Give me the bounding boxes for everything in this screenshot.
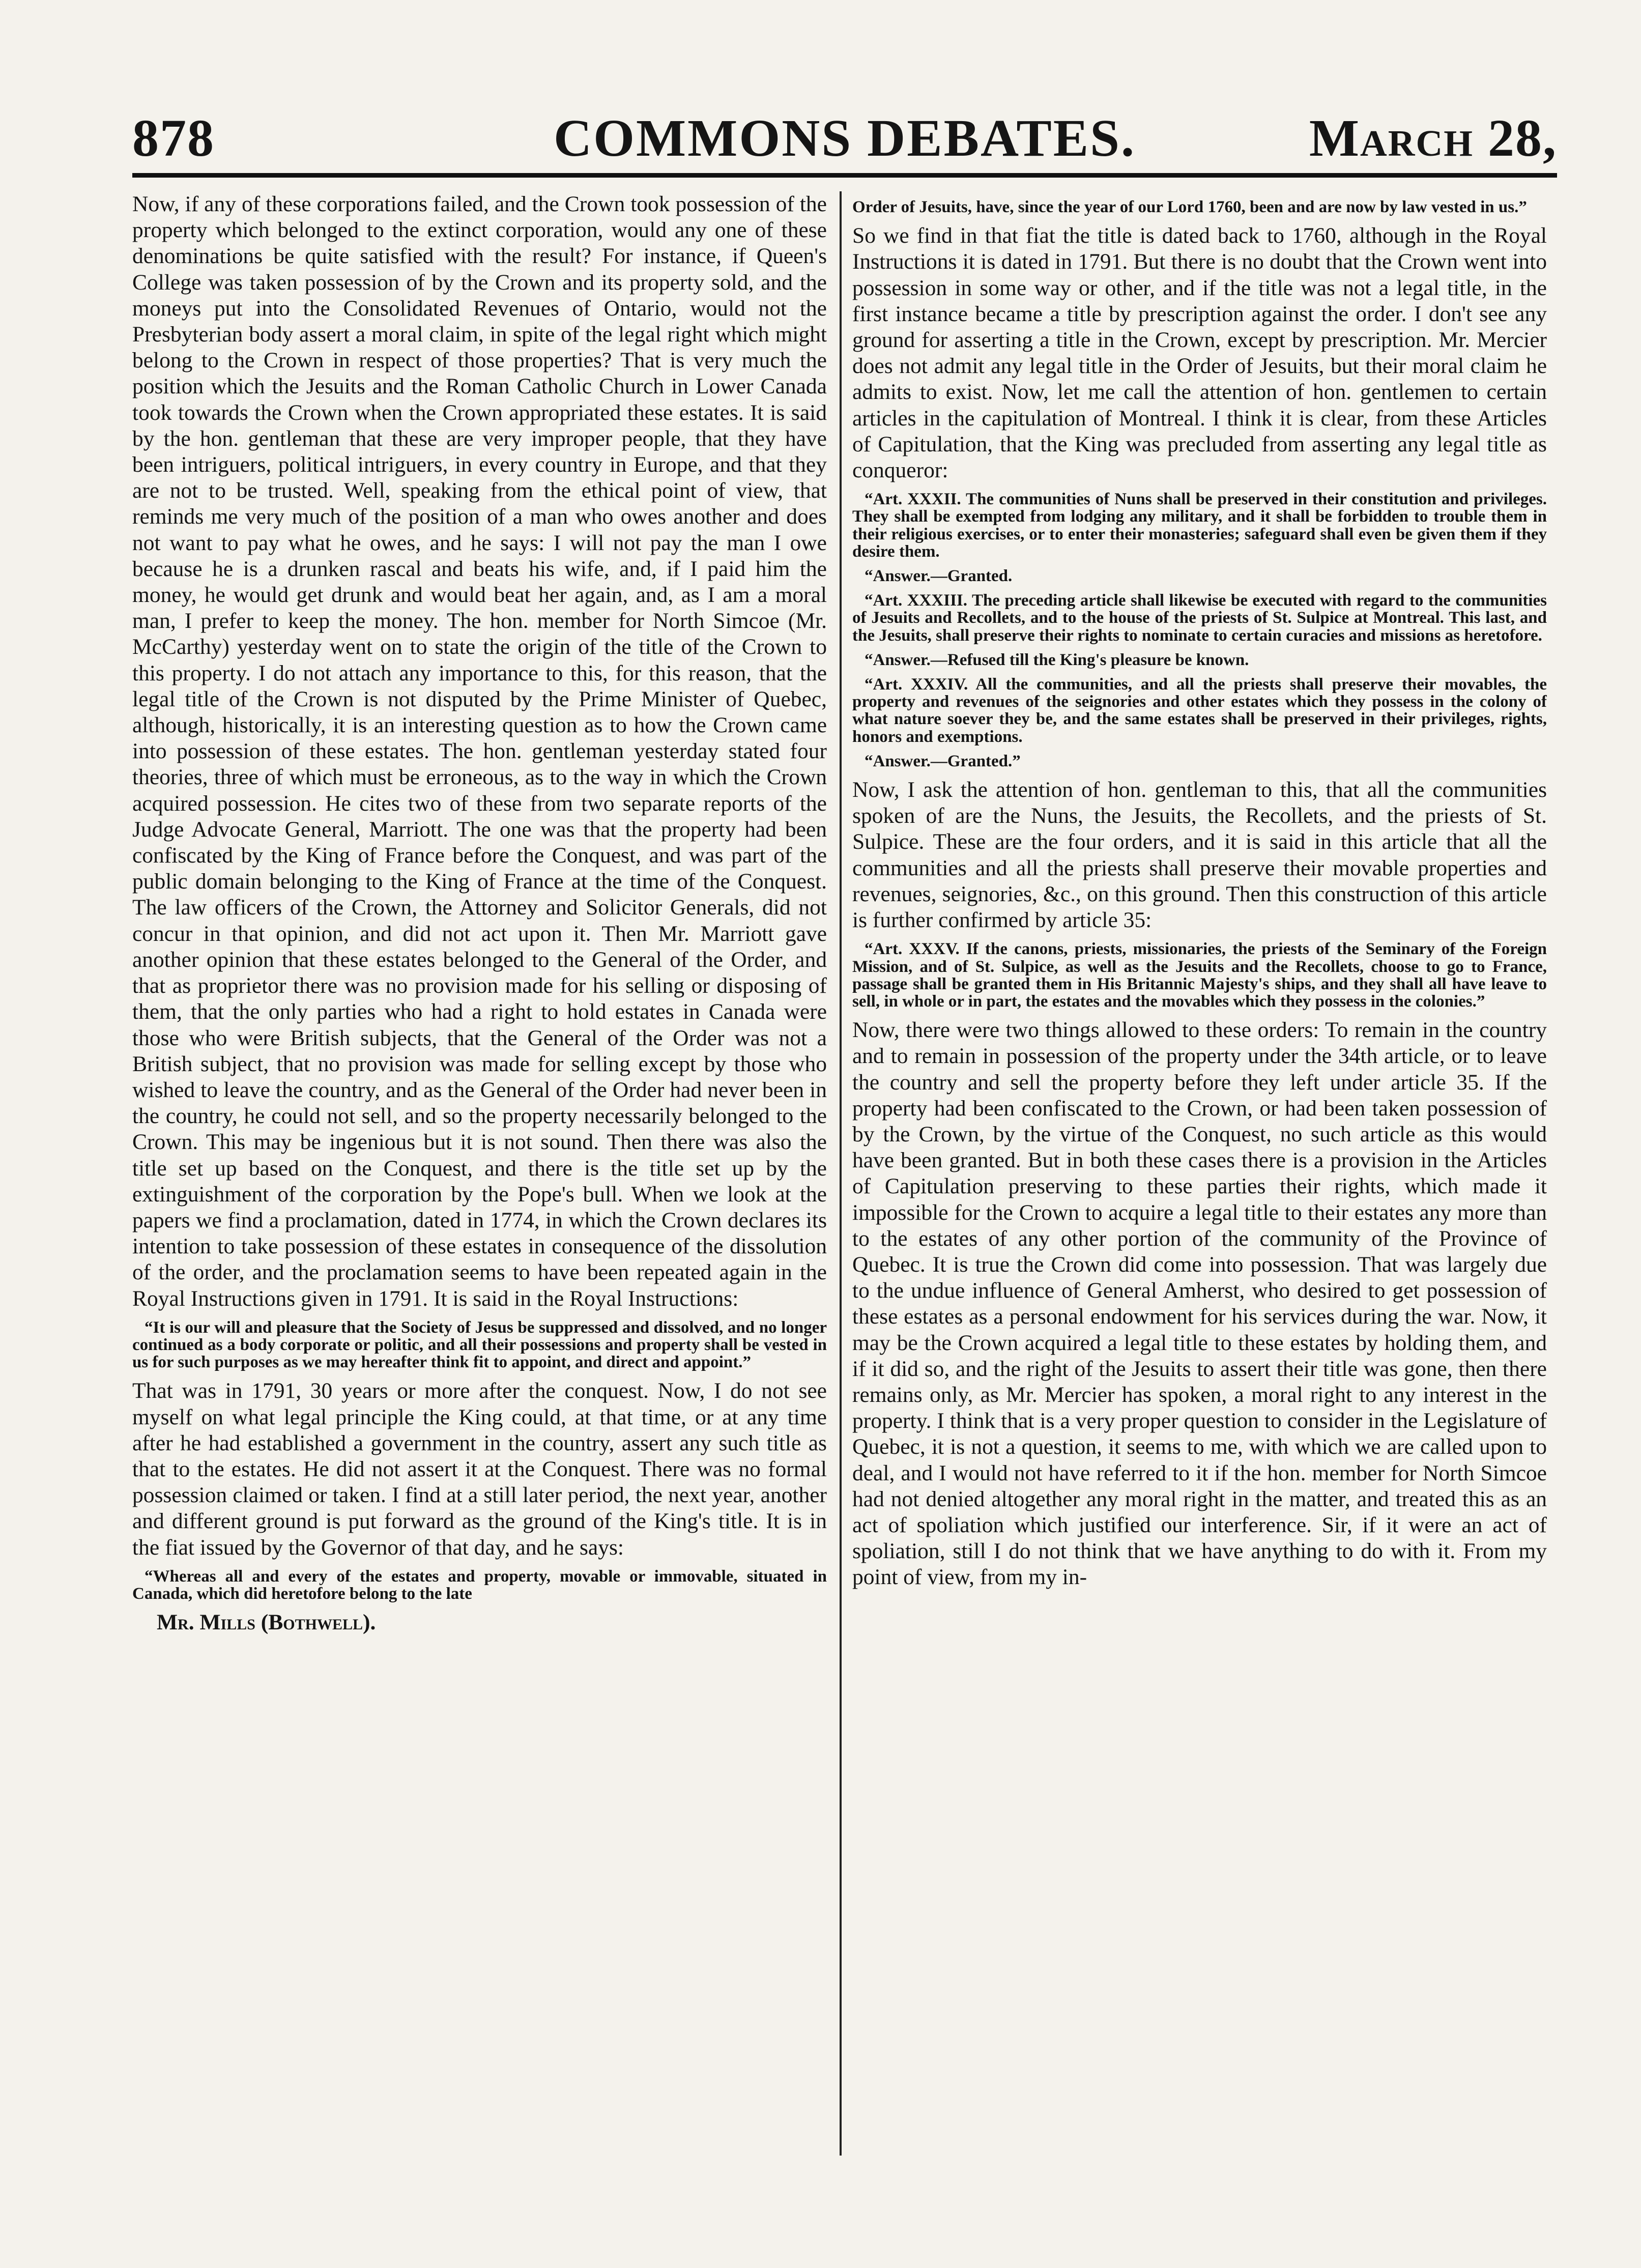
- quotation-article-xxxiv: “Art. XXXIV. All the communities, and all the priests shall preserve their movables, the property and revenues of the seignories and other estates which they possess in the colony of what nature soever they be, and the same estates shall be preserved in their privileges, rights, honors and exemptions.: [852, 675, 1547, 746]
- quotation-article-xxxv: “Art. XXXV. If the canons, priests, missionaries, the priests of the Seminary of the Foreign Mission, and of St. Sulpice, as well as the Jesuits and the Recollets, choose to go to France, passage shall be granted them in His Britannic Majesty's ships, and they shall all have leave to sell, in whole or in part, the estates and the movables which they possess in the colonies.”: [852, 940, 1547, 1011]
- paragraph: Now, there were two things allowed to these orders: To remain in the country and to remain in possession of the property under the 34th article, or to leave the country and sell the property before they left under article 35. If the property had been confiscated to the Crown, or had been taken possession of by the Crown, by the virtue of the Conquest, no such article as this would have been granted. But in both these cases there is a provision in the Articles of Capitulation preserving to these parties their rights, which made it impossible for the Crown to acquire a legal title to their estates any more than to the estates of any other portion of the community of the Province of Quebec. It is true the Crown did come into possession. That was largely due to the undue influence of General Amherst, who desired to get possession of these estates as a personal endowment for his services during the war. Now, it may be the Crown acquired a legal title to these estates by holding them, and if it did so, and the right of the Jesuits to assert their title was gone, then there remains only, as Mr. Mercier has spoken, a moral right to any interest in the property. I think that is a very proper question to consider in the Legislature of Quebec, it is not a question, it seems to me, with which we are called upon to deal, and I would not have referred to it if the hon. member for North Simcoe had not denied altogether any moral right in the matter, and treated this as an act of spoliation which justified our interference. Sir, if it were an act of spoliation, still I do not think that we have anything to do with it. From my point of view, from my in-: [852, 1018, 1547, 1590]
- page-number: 878: [132, 109, 215, 167]
- quotation-article-xxxiii: “Art. XXXIII. The preceding article shall likewise be executed with regard to the communities of Jesuits and Recollets, and to the house of the priests of St. Sulpice at Montreal. This last, and the Jesuits, shall preserve their rights to nominate to certain curacies and missions as heretofore.: [852, 591, 1547, 645]
- running-title: COMMONS DEBATES.: [554, 109, 1136, 167]
- quotation: Order of Jesuits, have, since the year of our Lord 1760, been and are now by law vested in us.”: [852, 198, 1527, 216]
- quotation-article-xxxii: “Art. XXXII. The communities of Nuns shall be preserved in their constitution and privileges. They shall be exempted from lodging any military, and it shall be forbidden to trouble them in their religious exercises, or to enter their monasteries; safeguard shall even be given them if they desire them.: [852, 490, 1547, 561]
- quotation: “It is our will and pleasure that the Society of Jesus be suppressed and dissolved, and no longer continued as a body corporate or politic, and all their possessions and property shall be vested in us for such purposes as we may hereafter think fit to appoint, and direct and appoint.”: [132, 1318, 827, 1372]
- speaker-footer: Mr. Mills (Bothwell).: [157, 1610, 376, 1635]
- paragraph: That was in 1791, 30 years or more after the conquest. Now, I do not see myself on what legal principle the King could, at that time, or at any time after he had established a government in the country, assert any such title as that to the estates. He did not assert it at the Conquest. There was no formal possession claimed or taken. I find at a still later period, the next year, another and different ground is put forward as the ground of the King's title. It is in the fiat issued by the Governor of that day, and he says:: [132, 1379, 827, 1560]
- paragraph: Now, I ask the attention of hon. gentleman to this, that all the communities spoken of are the Nuns, the Jesuits, the Recollets, and the priests of St. Sulpice. These are the four orders, and it is said in this article that all the communities and all the priests shall preserve their movable properties and revenues, seignories, &c., on this ground. Then this construction of this article is further confirmed by article 35:: [852, 778, 1547, 933]
- paragraph: So we find in that fiat the title is dated back to 1760, although in the Royal Instructions it is dated in 1791. But there is no doubt that the Crown went into possession in some way or other, and if the title was not a legal title, in the first instance became a title by prescription against the order. I don't see any ground for asserting a title in the Crown, except by prescription. Mr. Mercier does not admit any legal title in the Order of Jesuits, but their moral claim he admits to exist. Now, let me call the attention of hon. gentlemen to certain articles in the capitulation of Montreal. I think it is clear, from these Articles of Capitulation, that the King was precluded from asserting any legal title as conqueror:: [852, 223, 1547, 483]
- header-rule: [132, 173, 1557, 178]
- quotation: “Whereas all and every of the estates and property, movable or immovable, situated in Canada, which did heretofore belong to the late: [132, 1567, 827, 1603]
- header-date: March 28,: [1309, 109, 1557, 167]
- page: [132, 102, 1557, 2229]
- paragraph: Now, if any of these corporations failed, and the Crown took possession of the property which belonged to the extinct corporation, would any one of these denominations be quite satisfied with the result? For instance, if Queen's College was taken possession of by the Crown and its property sold, and the moneys put into the Consolidated Revenues of Ontario, would not the Presbyterian body assert a moral claim, in spite of the legal right which might belong to the Crown in respect of those properties? That is very much the position which the Jesuits and the Roman Catholic Church in Lower Canada took towards the Crown when the Crown appropriated these estates. It is said by the hon. gentleman that these are very improper people, that they have been intriguers, political intriguers, in every country in Europe, and that they are not to be trusted. Well, speaking from the ethical point of view, that reminds me very much of the position of a man who owes another and does not want to pay what he owes, and he says: I will not pay the man I owe because he is a drunken rascal and beats his wife, and, if I paid him the money, he would get drunk and would beat her again, and, as I am a moral man, I prefer to keep the money. The hon. member for North Simcoe (Mr. McCarthy) yesterday went on to state the origin of the title of the Crown to this property. I do not attach any importance to this, for this reason, that the legal title of the Crown is not disputed by the Prime Minister of Quebec, although, historically, it is an interesting question as to how the Crown came into possession of these estates. The hon. gentleman yesterday stated four theories, three of which must be erroneous, as to the way in which the Crown acquired possession. He cites two of these from two separate reports of the Judge Advocate General, Marriott. The one was that the property had been confiscated by the King of France before the Conquest, and was part of the public domain belonging to the King of France at the time of the Conquest. The law officers of the Crown, the Attorney and Solicitor Generals, did not concur in that opinion, and did not act upon it. Then Mr. Marriott gave another opinion that these estates belonged to the General of the Order, and that as proprietor there was no provision made for his selling or disposing of them, that the only parties who had a right to hold estates in Canada were those who were British subjects, that the General of the Order was not a British subject, that no provision was made for selling except by those who wished to leave the country, and as the General of the Order had never been in the country, he could not sell, and so the property necessarily belonged to the Crown. This may be ingenious but it is not sound. Then there was also the title set up based on the Conquest, and there is the title set up by the extinguishment of the corporation by the Pope's bull. When we look at the papers we find a proclamation, dated in 1774, in which the Crown declares its intention to take possession of these estates in consequence of the dissolution of the order, and the proclamation seems to have been repeated again in the Royal Instructions given in 1791. It is said in the Royal Instructions:: [132, 192, 827, 1311]
- column-divider: [840, 191, 842, 2156]
- quotation-answer: “Answer.—Refused till the King's pleasure be known.: [865, 650, 1249, 669]
- quotation-answer: “Answer.—Granted.”: [865, 752, 1021, 770]
- right-column: [852, 191, 1547, 2150]
- left-column: [132, 191, 827, 2222]
- quotation-answer: “Answer.—Granted.: [865, 567, 1013, 586]
- page-header: [132, 102, 1557, 173]
